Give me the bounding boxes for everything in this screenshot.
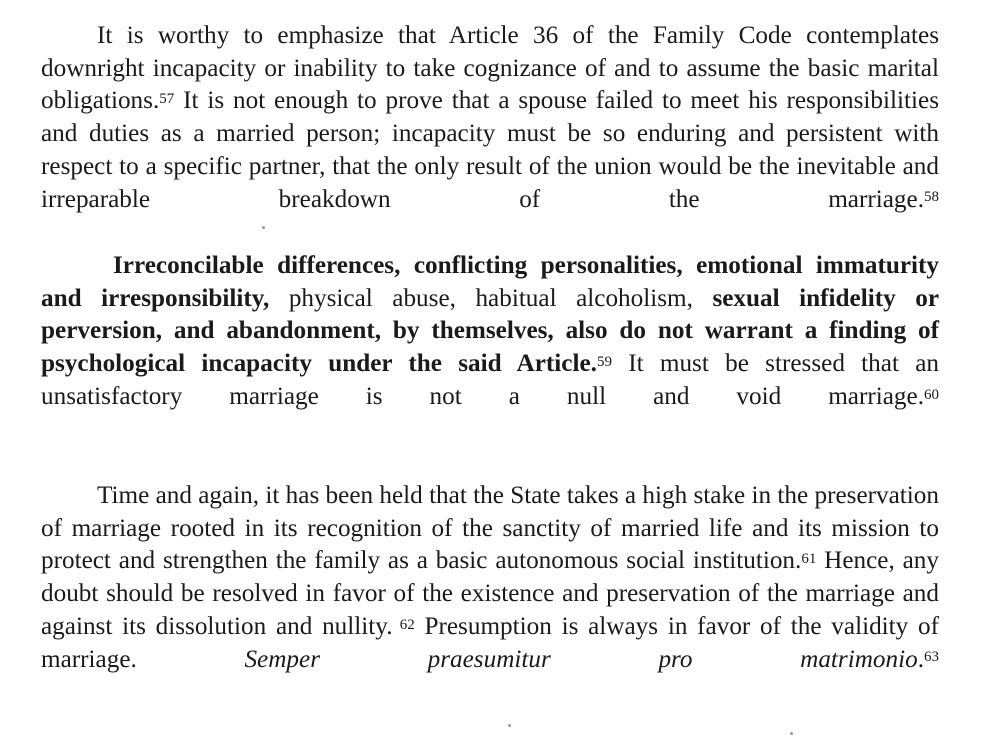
- paragraph-text: Time and again, it has been held that the State takes a high stake in the preservation of marriage rooted in its recognition of the sanctity of married life and its mission to protect and strengthen the family as a basic autonomous social institution.: [41, 482, 939, 575]
- paragraph-text: It is not enough to prove that a spouse failed to meet his responsibilities and duties as a married person; incapacity must be so enduring and persistent with respect to a specific partner, that the only result of the union would be the inevitable and irreparable breakdown of the marriage.: [41, 87, 939, 213]
- paragraph-text: Hence, any doubt should be resolved in favor of the existence and preservation of the marriage and against its dissolution and nullity.: [41, 547, 939, 640]
- footnote-ref-63: 63: [924, 649, 939, 666]
- paragraph-article-36: [41, 20, 939, 249]
- latin-maxim: Semper praesumitur pro matrimonio: [244, 645, 918, 673]
- footnote-ref-57: 57: [159, 91, 175, 108]
- bold-text: sexual infidelity or perversion, and abandonment, by themselves, also do not warrant a finding of psychological incapacity under the said Article.: [41, 284, 939, 378]
- footnote-ref-62: 62: [392, 616, 415, 633]
- paragraph-text: It is worthy to emphasize that Article 36 of the Family Code contemplates downright incapacity or inability to take cognizance of and to assume the basic marital obligations.: [41, 22, 939, 115]
- paragraph-state-stake: [41, 480, 939, 709]
- footnote-ref-58: 58: [924, 189, 939, 206]
- footnote-ref-61: 61: [801, 551, 817, 568]
- bold-text: Irreconcilable differences, conflicting personalities, emotional immaturity and irresponsibility,: [41, 252, 939, 312]
- paragraph-text: physical abuse, habitual alcoholism,: [269, 284, 713, 312]
- paragraph-text: Presumption is always in favor of the validity of marriage.: [41, 612, 939, 673]
- scan-speck: [508, 724, 511, 727]
- footnote-ref-60: 60: [924, 386, 939, 403]
- footnote-ref-59: 59: [596, 353, 612, 370]
- paragraph-text: .: [917, 645, 924, 673]
- scan-speck: [790, 732, 793, 735]
- paragraph-irreconcilable-differences: [41, 250, 939, 446]
- paragraph-text: It must be stressed that an unsatisfactory marriage is not a null and void marriage.: [41, 350, 939, 410]
- scan-speck: [262, 226, 265, 229]
